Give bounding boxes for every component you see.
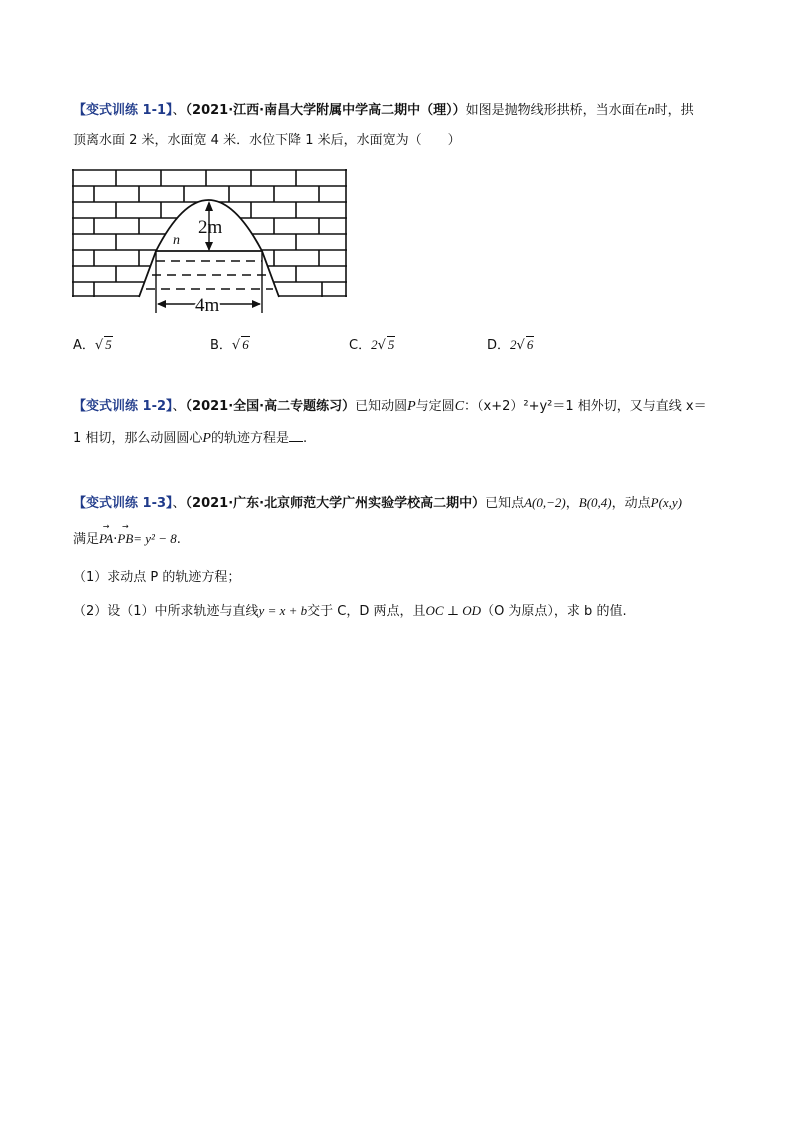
option-a[interactable]: A．√ 5 <box>73 337 112 353</box>
q1-stem-b: 时，拱 <box>654 103 694 118</box>
option-c[interactable]: C．2√ 5 <box>349 337 395 353</box>
q3-sub2: （2）设（1）中所求轨迹与直线y = x + b交于 C，D 两点，且OC ⊥ OD（O 为原点），求 b 的值. <box>73 603 627 619</box>
q1-line1 <box>73 102 694 120</box>
option-b-value: √ 6 <box>231 337 249 353</box>
q2-tag: 【变式训练 1-2】 <box>73 399 173 414</box>
q1-tag: 【变式训练 1-1】 <box>73 103 173 118</box>
q1-line2: 顶离水面 2 米，水面宽 4 米．水位下降 1 米后，水面宽为（ ） <box>73 133 461 148</box>
option-d-value: 2√ 6 <box>510 337 534 353</box>
q1-stem-a: 如图是抛物线形拱桥，当水面在 <box>465 103 648 118</box>
option-d[interactable]: D．2√ 6 <box>487 337 534 353</box>
q1-source: （2021·江西·南昌大学附属中学高二期中（理）） <box>185 103 466 118</box>
line-equation: y = x + b <box>258 603 308 618</box>
q3-sub1: （1）求动点 P 的轨迹方程； <box>73 570 241 585</box>
bridge-figure <box>72 169 348 313</box>
q1-var-n: n <box>647 103 655 118</box>
perpendicular-condition: OC ⊥ OD <box>425 603 482 618</box>
point-p: P(x,y) <box>650 495 683 510</box>
q3-sep: 、 <box>172 496 186 511</box>
q3-line2: 满足 → PA· → PB= y² − 8. <box>73 522 181 547</box>
vector-pb: → PB <box>117 522 134 546</box>
label-4m: 4m <box>195 295 220 313</box>
q2-source: （2021·全国·高二专题练习） <box>185 399 356 414</box>
answer-blank[interactable] <box>289 429 303 442</box>
label-2m: 2m <box>198 217 223 238</box>
point-a: A(0,−2) <box>524 495 566 510</box>
q3-source: （2021·广东·北京师范大学广州实验学校高二期中） <box>185 496 486 511</box>
q1-sep: 、 <box>172 103 186 118</box>
q2-line1: 【变式训练 1-2】、（2021·全国·高二专题练习）已知动圆P与定圆C：（x+2）²+y²＝1 相外切，又与直线 x＝ <box>73 399 707 414</box>
option-b[interactable]: B．√ 6 <box>210 337 249 353</box>
q3-line1: 【变式训练 1-3】、（2021·广东·北京师范大学广州实验学校高二期中）已知点A(0,−2)，B(0,4)，动点P(x,y) <box>73 495 683 511</box>
vector-pa: → PA <box>99 522 114 546</box>
option-a-value: √ 5 <box>94 337 112 353</box>
label-n: n <box>173 233 180 248</box>
q2-line2: 1 相切，那么动圆圆心P的轨迹方程是 . <box>73 431 308 446</box>
point-b: B(0,4) <box>578 495 612 510</box>
q3-tag: 【变式训练 1-3】 <box>73 496 173 511</box>
q2-sep: 、 <box>172 399 186 414</box>
option-c-value: 2√ 5 <box>371 337 395 353</box>
